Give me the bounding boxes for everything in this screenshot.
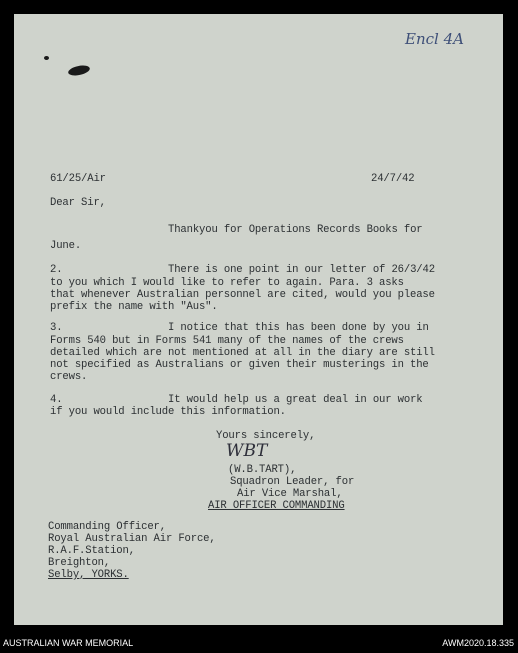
signatory-rank: Squadron Leader, for bbox=[230, 476, 355, 488]
ink-dot bbox=[44, 56, 49, 60]
reference-number: 61/25/Air bbox=[50, 173, 106, 185]
addressee-line5: Selby, YORKS. bbox=[48, 569, 129, 581]
para1-line1: Thankyou for Operations Records Books for bbox=[168, 224, 423, 236]
para4-number: 4. bbox=[50, 394, 63, 406]
addressee-line2: Royal Australian Air Force, bbox=[48, 533, 216, 545]
para3-line3: detailed which are not mentioned at all in the diary are still bbox=[50, 347, 435, 359]
letter-date: 24/7/42 bbox=[371, 173, 415, 185]
addressee-line4: Breighton, bbox=[48, 557, 111, 569]
para3-line5: crews. bbox=[50, 371, 88, 383]
para3-number: 3. bbox=[50, 322, 63, 334]
signatory-title: Air Vice Marshal, bbox=[237, 488, 343, 500]
para4-line2: if you would include this information. bbox=[50, 406, 286, 418]
para2-line1: There is one point in our letter of 26/3/42 bbox=[168, 264, 435, 276]
signatory-name: (W.B.TART), bbox=[228, 464, 297, 476]
closing: Yours sincerely, bbox=[216, 430, 316, 442]
para3-line4: not specified as Australians or given their musterings in the bbox=[50, 359, 429, 371]
addressee-line3: R.A.F.Station, bbox=[48, 545, 135, 557]
signatory-office: AIR OFFICER COMMANDING bbox=[208, 500, 345, 512]
addressee-line1: Commanding Officer, bbox=[48, 521, 166, 533]
institution-credit: AUSTRALIAN WAR MEMORIAL bbox=[3, 638, 134, 648]
salutation: Dear Sir, bbox=[50, 197, 106, 209]
enclosure-annotation: Encl 4A bbox=[405, 30, 464, 48]
para3-line1: I notice that this has been done by you in bbox=[168, 322, 429, 334]
handwritten-signature: WBT bbox=[226, 441, 268, 461]
para3-line2: Forms 540 but in Forms 541 many of the names of the crews bbox=[50, 335, 404, 347]
para1-line2: June. bbox=[50, 240, 82, 252]
para4-line1: It would help us a great deal in our work bbox=[168, 394, 423, 406]
catalogue-id: AWM2020.18.335 bbox=[442, 638, 514, 648]
para2-line2: to you which I would like to refer to again. Para. 3 asks bbox=[50, 277, 404, 289]
para2-line3: that whenever Australian personnel are cited, would you please bbox=[50, 289, 435, 301]
para2-number: 2. bbox=[50, 264, 63, 276]
para2-line4: prefix the name with "Aus". bbox=[50, 301, 218, 313]
